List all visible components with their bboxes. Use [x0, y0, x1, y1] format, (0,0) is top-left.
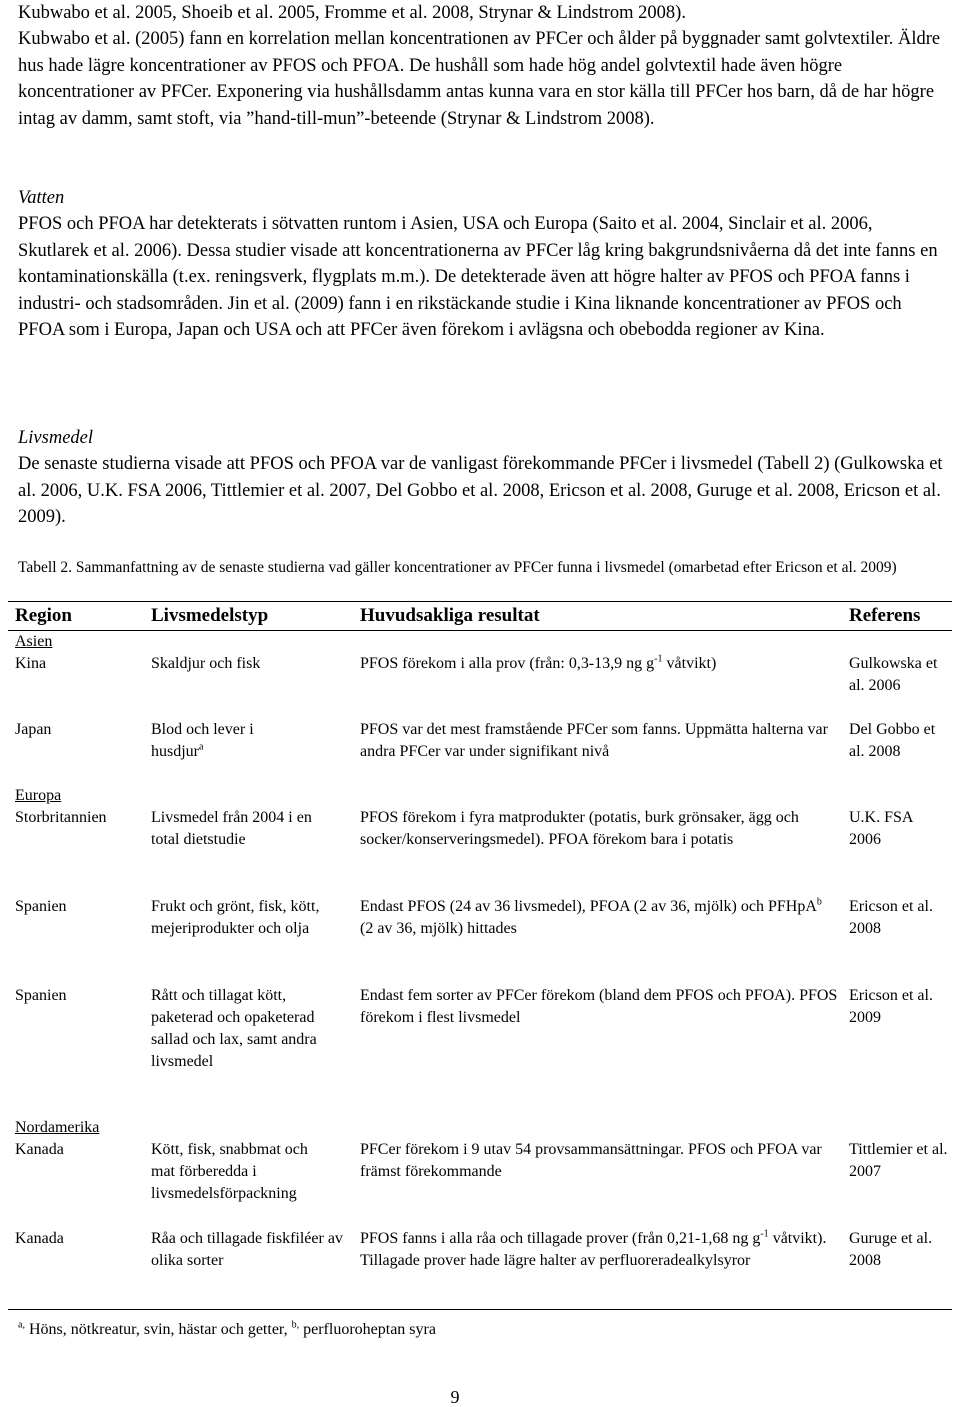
table-row-6-results-sup: -1: [760, 1228, 769, 1240]
table-footnote: [18, 1319, 436, 1341]
table-row-0-food: Skaldjur och fisk: [151, 655, 261, 672]
table-row-1-region: Japan: [15, 721, 52, 738]
table-row-5-ref: Tittlemier et al. 2007: [849, 1141, 948, 1180]
table-row-0-ref: Gulkowska et al. 2006: [849, 655, 938, 694]
table-row-6-results-b: våtvikt). Tillagade prover hade lägre halter av perfluoreradealkylsyror: [360, 1230, 827, 1269]
table-row-5-region: Kanada: [15, 1141, 64, 1158]
table-row-0-region: Kina: [15, 655, 47, 672]
table-row-0-results-a: PFOS förekom i alla prov (från: 0,3-13,9 ng g: [360, 655, 655, 672]
table-row-5-results: PFCer förekom i 9 utav 54 provsammansättningar. PFOS och PFOA var främst förekommande: [360, 1141, 822, 1180]
livsmedel-heading: Livsmedel: [18, 428, 94, 448]
table-row-1-food-sup: a: [199, 741, 204, 753]
table-row-1-results: PFOS var det mest framstående PFCer som fanns. Uppmätta halterna var andra PFCer var under signifikant nivå: [360, 721, 828, 760]
footnote-a-mark: a,: [18, 1319, 25, 1331]
intro-section: [18, 0, 948, 132]
table-row-4-ref: Ericson et al. 2009: [849, 987, 933, 1026]
table-row-6-food: Råa och tillagade fiskfiléer av olika sorter: [151, 1230, 343, 1269]
vatten-heading: Vatten: [18, 188, 65, 208]
group-north-america: Nordamerika: [15, 1119, 100, 1136]
table-caption: Tabell 2. Sammanfattning av de senaste studierna vad gäller koncentrationer av PFCer funna i livsmedel (omarbetad efter Ericson et al. 2009): [18, 559, 897, 576]
header-reference: Referens: [849, 605, 921, 626]
table-row-5-food: Kött, fisk, snabbmat och mat förberedda i livsmedelsförpackning: [151, 1141, 308, 1202]
vatten-paragraph: PFOS och PFOA har detekterats i sötvatten runtom i Asien, USA och Europa (Saito et al. 2004, Sinclair et al. 2006, Skutlarek et al. 2006). Dessa studier visade att koncentrationerna av PFCer låg kring bakgrundsnivåerna då det inte fanns en kontaminationskälla (t.ex. reningsverk, flygplats m.m.). De detekterade även att högre halter av PFOS och PFOA fanns i industri- och stadsområden. Jin et al. (2009) fann i en rikstäckande studie i Kina liknande koncentrationer av PFOS och PFOA som i Europa, Japan och USA och att PFCer även förekom i avlägsna och obebodda regioner av Kina.: [18, 214, 938, 341]
table-top-rule: [8, 601, 952, 602]
footnote-a-text: Höns, nötkreatur, svin, hästar och getter,: [24, 1321, 292, 1338]
livsmedel-section: [18, 425, 948, 531]
table-row-1-food-text: Blod och lever i husdjur: [151, 721, 254, 760]
intro-paragraph: Kubwabo et al. (2005) fann en korrelation mellan koncentrationen av PFCer och ålder på byggnader samt golvtextiler. Äldre hus hade lägre koncentrationer av PFOS och PFOA. De hushåll som hade hög andel golvtextil hade även högre koncentrationer av PFCer. Exponering via hushållsdamm antas kunna vara en stor källa till PFCer hos barn, då de har högre intag av damm, samt stoft, via ”hand-till-mun”-beteende (Strynar & Lindstrom 2008).: [18, 29, 941, 129]
table-row-4-region: Spanien: [15, 987, 67, 1004]
table-row-2-ref: U.K. FSA 2006: [849, 809, 913, 848]
table-row-6-ref: Guruge et al. 2008: [849, 1230, 933, 1269]
table-row-0-results-b: våtvikt): [662, 655, 717, 672]
table-row-3-food: Frukt och grönt, fisk, kött, mejeriprodukter och olja: [151, 898, 320, 937]
table-header-rule: [8, 630, 952, 631]
table-row-3-results-sup: b: [816, 896, 822, 908]
table-row-2-results: PFOS förekom i fyra matprodukter (potatis, burk grönsaker, ägg och socker/konserveringsmedel). PFOA förekom bara i potatis: [360, 809, 799, 848]
table-row-3-ref: Ericson et al. 2008: [849, 898, 933, 937]
table-row-6-region: Kanada: [15, 1230, 64, 1247]
group-asia: Asien: [15, 633, 53, 650]
table-row-1-food: [151, 719, 286, 763]
table-row-3-region: Spanien: [15, 898, 67, 915]
table-row-1-ref: Del Gobbo et al. 2008: [849, 721, 936, 760]
table-row-6-results-a: PFOS fanns i alla råa och tillagade prover (från 0,21-1,68 ng g: [360, 1230, 761, 1247]
header-food-type: Livsmedelstyp: [151, 605, 269, 626]
table-row-6-results: [360, 1228, 838, 1272]
table-row-3-results-b: (2 av 36, mjölk) hittades: [360, 920, 517, 937]
livsmedel-paragraph: De senaste studierna visade att PFOS och PFOA var de vanligast förekommande PFCer i livsmedel (Tabell 2) (Gulkowska et al. 2006, U.K. FSA 2006, Tittlemier et al. 2007, Del Gobbo et al. 2008, Ericson et al. 2008, Guruge et al. 2008, Ericson et al. 2009).: [18, 454, 943, 528]
page-number: 9: [450, 1387, 460, 1407]
table-row-3-results: [360, 896, 838, 940]
footnote-b-text: perfluoroheptan syra: [299, 1321, 436, 1338]
intro-line-1: Kubwabo et al. 2005, Shoeib et al. 2005, Fromme et al. 2008, Strynar & Lindstrom 2008).: [18, 3, 686, 23]
table-row-4-food: Rått och tillagat kött, paketerad och opaketerad sallad och lax, samt andra livsmedel: [151, 987, 317, 1070]
header-region: Region: [15, 605, 72, 626]
vatten-section: [18, 185, 948, 343]
footnote-b-mark: b,: [291, 1319, 300, 1331]
header-results: Huvudsakliga resultat: [360, 605, 540, 626]
table-row-2-food: Livsmedel från 2004 i en total dietstudie: [151, 809, 312, 848]
table-row-2-region: Storbritannien: [15, 809, 107, 826]
table-row-4-results: Endast fem sorter av PFCer förekom (bland dem PFOS och PFOA). PFOS förekom i flest livsmedel: [360, 987, 838, 1026]
table-row-3-results-a: Endast PFOS (24 av 36 livsmedel), PFOA (2 av 36, mjölk) och PFHpA: [360, 898, 817, 915]
group-europe: Europa: [15, 787, 62, 804]
table-row-0-results: [360, 653, 838, 675]
table-bottom-rule: [8, 1309, 952, 1310]
table-row-0-results-sup: -1: [654, 653, 663, 665]
